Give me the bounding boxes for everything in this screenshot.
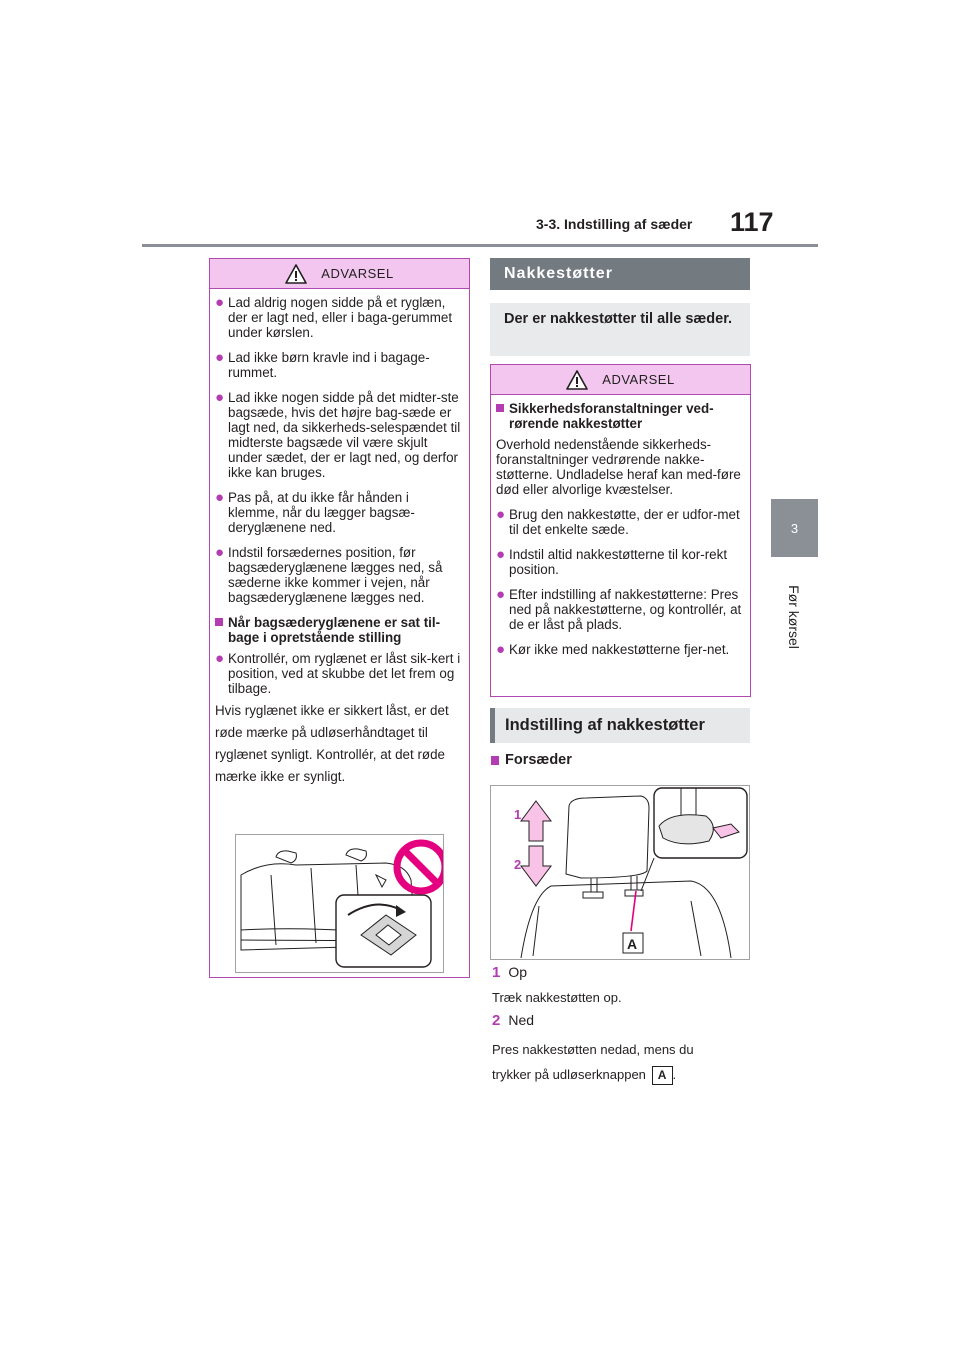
warning-paragraph: Hvis ryglænet ikke er sikkert låst, er det røde mærke på udløserhåndtaget til ryglænet synligt. Kontrollér, at det røde mærke ikke er synligt. (215, 703, 449, 784)
warning-subheading: Når bagsæderyglænene er sat til-bage i opretstående stilling (215, 615, 463, 645)
list-item: ● Kør ikke med nakkestøtterne fjer-net. (496, 641, 730, 658)
warning-header (210, 259, 469, 289)
heading-indstilling: Indstilling af nakkestøtter (490, 708, 750, 743)
list-item: ● Indstil forsædernes position, før bagsæderyglænene lægges ned, så sæderne ikke kommer i vejen, når bagsæderyglænene lægges ned. (215, 544, 443, 605)
header-rule (142, 244, 818, 247)
list-item: ● Kontrollér, om ryglænet er låst sik-kert i position, ved at skubbe det let frem og tilbage. (215, 650, 461, 696)
page-number: 117 (730, 207, 774, 237)
list-item: ● Lad ikke nogen sidde på det midter-ste bagsæde, hvis det højre bag-sæde er lagt ned, da sikkerheds-selespændet til midterste bagsæde vil være skjult under sædet, der er lagt ned, og derfor ikke kan bruges. (215, 389, 461, 480)
step-2-desc: Pres nakkestøtten nedad, mens du (492, 1042, 694, 1057)
rear-seat-illustration (235, 834, 444, 973)
warning-triangle-icon (566, 370, 588, 390)
list-item: ● Lad ikke børn kravle ind i bagage-rummet. (215, 349, 430, 380)
chapter-number: 3 (790, 520, 799, 536)
headrest-illustration (490, 785, 750, 960)
heading-nakkestotter: Nakkestøtter (490, 258, 750, 290)
warning-subheading: Sikkerhedsforanstaltninger ved-rørende nakkestøtter (496, 401, 744, 431)
warning-header (491, 365, 750, 395)
figure-label-2: 2 (514, 857, 522, 872)
step-1-desc: Træk nakkestøtten op. (492, 990, 622, 1005)
warning-title: ADVARSEL (602, 372, 675, 387)
step-1: 1 Op (492, 964, 528, 981)
subsection-forsaeder: Forsæder (491, 752, 572, 768)
list-item: ● Lad aldrig nogen sidde på et ryglæn, der er lagt ned, eller i baga-gerummet under kørslen. (215, 294, 453, 340)
figure-label-1: 1 (514, 807, 522, 822)
warning-triangle-icon (285, 264, 307, 284)
warning-title: ADVARSEL (321, 266, 394, 281)
list-item: ● Pas på, at du ikke får hånden i klemme, når du lægger bagsæ-deryglænene ned. (215, 489, 415, 535)
warning-box-right (490, 364, 751, 697)
step-2-desc-cont: trykker på udløserknappen A . (492, 1066, 676, 1085)
list-item: ● Indstil altid nakkestøtterne til kor-rekt position. (496, 546, 728, 577)
list-item: ● Efter indstilling af nakkestøtterne: Pres ned på nakkestøtterne, og kontrollér, at de er låst på plads. (496, 586, 742, 632)
warning-box-left (209, 258, 470, 978)
intro-box: Der er nakkestøtter til alle sæder. (490, 303, 750, 356)
warning-paragraph: Overhold nedenstående sikkerheds-foranstaltninger vedrørende nakke-støtterne. Undladelse heraf kan med-føre død eller alvorlige kvæstelser. (496, 437, 741, 497)
chapter-tab[interactable] (771, 499, 818, 557)
list-item: ● Brug den nakkestøtte, der er udfor-met til det enkelte sæde. (496, 506, 740, 537)
figure-label-a: A (627, 936, 638, 952)
step-2: 2 Ned (492, 1012, 535, 1029)
chapter-label: Før kørsel (786, 585, 803, 649)
section-title: 3-3. Indstilling af sæder (536, 216, 693, 232)
release-button-label: A (652, 1066, 673, 1085)
